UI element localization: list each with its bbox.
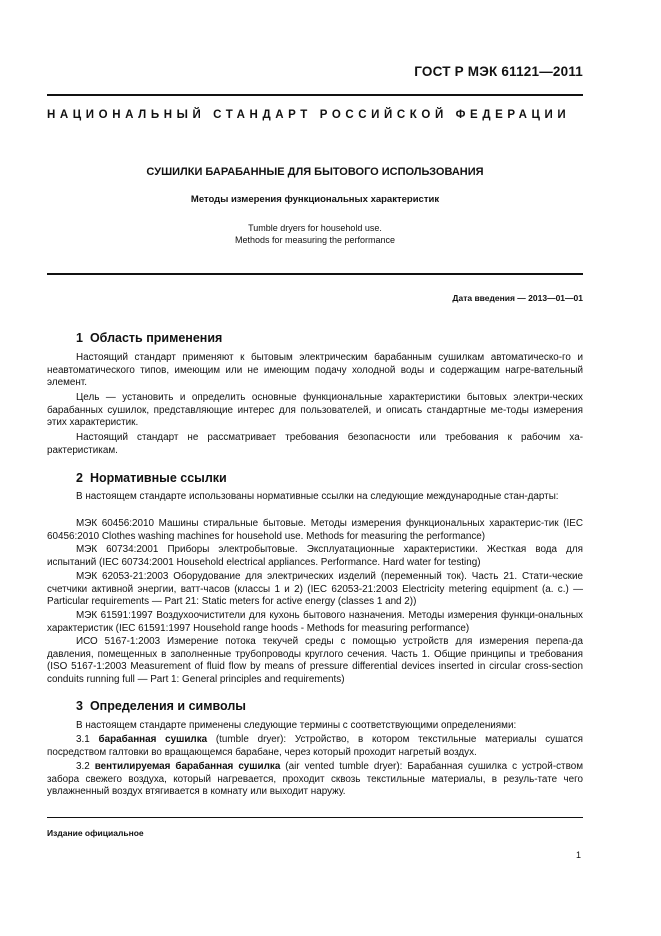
section-3-paragraph-1: В настоящем стандарте применены следующие термины с соответствующими определениями:: [76, 720, 517, 731]
footer-rule: [47, 817, 583, 818]
section-number: 3: [76, 699, 83, 713]
section-2-heading: [76, 471, 227, 485]
page-number: 1: [575, 850, 581, 860]
english-title-line-2: Methods for measuring the performance: [234, 235, 396, 245]
section-title: Определения и символы: [89, 699, 246, 713]
document-title: СУШИЛКИ БАРАБАННЫЕ ДЛЯ БЫТОВОГО ИСПОЛЬЗОВАНИЯ: [146, 166, 484, 178]
section-1-paragraph-2: Цель — установить и определить основные функциональные характеристики бытовых электри-ческих барабанных сушилок, представляющие интерес для пользователей, и описать стандартные ме-тоды измерения этих характеристик.: [47, 392, 583, 429]
section-number: 2: [76, 471, 83, 485]
national-standard-banner: НАЦИОНАЛЬНЫЙ СТАНДАРТ РОССИЙСКОЙ ФЕДЕРАЦИИ: [47, 109, 571, 121]
term-number: 3.2: [76, 761, 90, 772]
introduction-date: Дата введения — 2013—01—01: [452, 293, 583, 303]
term-definition: (tumble dryer): Устройство, в котором текстильные материалы сушатся посредством галтовки во вращающемся барабане, через который проходит нагретый воздух.: [47, 734, 583, 758]
section-number: 1: [76, 331, 83, 345]
section-title: Область применения: [89, 331, 223, 345]
header-rule: [47, 94, 583, 96]
title-rule: [47, 273, 583, 275]
term-3-1: [47, 734, 583, 759]
section-2-reference-iec-60456: МЭК 60456:2010 Машины стиральные бытовые. Методы измерения функциональных характерис-тик (IEC 60456:2010 Clothes washing machines for household use. Methods for measuring the performance): [47, 518, 583, 542]
document-code: ГОСТ Р МЭК 61121—2011: [414, 64, 583, 79]
section-2-reference-iec-62053-21: МЭК 62053-21:2003 Оборудование для электрических изделий (переменный ток). Часть 21. Стати-ческие счетчики активной энергии, ватт-часов (классы 1 и 2) (IEC 62053-21:2003 Electricity metering equipment (a. c.) — Particular requirements — Part 21: Static meters for active energy (classes 1 and 2)): [47, 571, 583, 608]
section-1-paragraph-3: Настоящий стандарт не рассматривает требования безопасности или требования к рабочим ха-рактеристикам.: [47, 432, 583, 456]
term-definition: (air vented tumble dryer): Барабанная сушилка с устрой-ством забора свежего воздуха, который нагревается, проходит сквозь текстильные материалы, в резуль-тате чего увлажненный воздух втягивается в комнату или выходит наружу.: [47, 761, 583, 798]
term-name: вентилируемая барабанная сушилка: [94, 761, 281, 772]
section-1-heading: [76, 331, 222, 345]
section-1-paragraph-1: Настоящий стандарт применяют к бытовым электрическим барабанным сушилкам автоматическо-го и неавтоматического типов, имеющим или не имеющим подачу холодной воды и содержащим нагре-вательный элемент.: [47, 352, 583, 389]
section-2-paragraph-1: В настоящем стандарте использованы нормативные ссылки на следующие международные стан-дарты:: [76, 491, 559, 502]
document-subtitle: Методы измерения функциональных характеристик: [190, 194, 440, 205]
section-2-reference-iso-5167-1: ИСО 5167-1:2003 Измерение потока текучей среды с помощью устройств для измерения перепа-да давления, помещенных в заполненные трубопроводы круглого сечения. Часть 1. Общие принципы и требования (ISO 5167-1:2003 Measurement of fluid flow by means of pressure differential devices inserted in circular cross-section conduits running full — Part 1: General principles and requirements): [47, 636, 583, 686]
section-2-reference-iec-60734: МЭК 60734:2001 Приборы электробытовые. Эксплуатационные характеристики. Жесткая вода для испытаний (IEC 60734:2001 Household electrical appliances. Performance. Hard water for testing): [47, 544, 583, 568]
section-2-reference-iec-61591: МЭК 61591:1997 Воздухоочистители для кухонь бытового назначения. Методы измерения функци-ональных характеристик (IEC 61591:1997 Household range hoods - Methods for measuring performance): [47, 610, 583, 634]
english-title-line-1: Tumble dryers for household use.: [248, 223, 382, 233]
section-3-heading: [76, 699, 246, 713]
section-title: Нормативные ссылки: [89, 471, 227, 485]
term-name: барабанная сушилка: [98, 734, 208, 745]
term-number: 3.1: [76, 734, 90, 745]
official-edition-label: Издание официальное: [47, 828, 144, 838]
term-3-2: [47, 761, 583, 799]
